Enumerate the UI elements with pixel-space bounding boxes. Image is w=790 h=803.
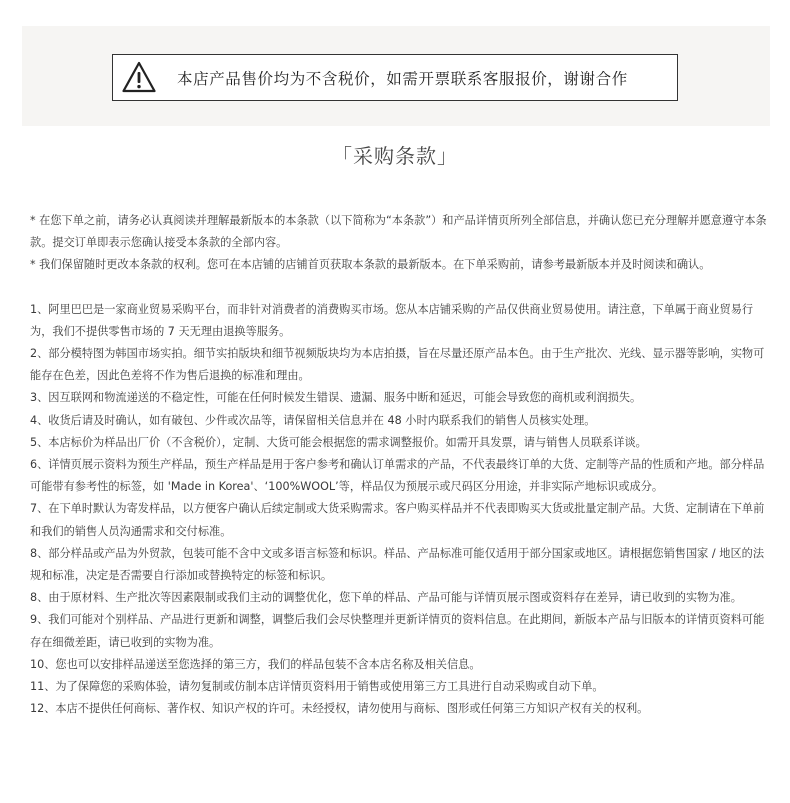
paragraph-gap bbox=[30, 277, 770, 299]
preface-paragraph: * 在您下单之前，请务必认真阅读并理解最新版本的本条款（以下简称为“本条款”）和产品详情页所列全部信息，并确认您已充分理解并愿意遵守本条款。提交订单即表示您确认接受本条款的全部内容。 bbox=[30, 214, 767, 250]
warning-icon bbox=[121, 60, 157, 96]
term-item: 9、我们可能对个别样品、产品进行更新和调整，调整后我们会尽快整理并更新详情页的资料信息。在此期间，新版本产品与旧版本的详情页资料可能存在细微差距，请已收到的实物为准。 bbox=[30, 613, 765, 649]
term-item: 8、部分样品或产品为外贸款，包装可能不含中文或多语言标签和标识。样品、产品标准可能仅适用于部分国家或地区。请根据您销售国家 / 地区的法规和标准，决定是否需要自行添加或替换特定的标签和标识。 bbox=[30, 546, 765, 583]
preface-paragraph: * 我们保留随时更改本条款的权利。您可在本店铺的店铺首页获取本条款的最新版本。在下单采购前，请参考最新版本并及时阅读和确认。 bbox=[30, 258, 711, 272]
term-item: 10、您也可以安排样品递送至您选择的第三方，我们的样品包装不含本店名称及相关信息。 bbox=[30, 657, 481, 671]
term-item: 3、因互联网和物流递送的不稳定性，可能在任何时候发生错误、遗漏、服务中断和延迟，可能会导致您的商机或利润损失。 bbox=[30, 391, 642, 405]
term-item: 2、部分模特图为韩国市场实拍。细节实拍版块和细节视频版块均为本店拍摄，旨在尽量还原产品本色。由于生产批次、光线、显示器等影响，实物可能存在色差，因此色差将不作为售后退换的标准和理由。 bbox=[30, 347, 765, 383]
term-item: 12、本店不提供任何商标、著作权、知识产权的许可。未经授权，请勿使用与商标、图形或任何第三方知识产权有关的权利。 bbox=[30, 702, 649, 716]
term-item: 11、为了保障您的采购体验，请勿复制或仿制本店详情页资料用于销售或使用第三方工具进行自动采购或自动下单。 bbox=[30, 680, 604, 694]
terms-content bbox=[30, 210, 770, 720]
section-title: 「采购条款」 bbox=[332, 144, 458, 168]
term-item: 1、阿里巴巴是一家商业贸易采购平台，而非针对消费者的消费购买市场。您从本店铺采购的产品仅供商业贸易使用。请注意，下单属于商业贸易行为，我们不提供零售市场的 7 天无理由退换等服务。 bbox=[30, 302, 754, 338]
tax-notice-box bbox=[112, 54, 678, 101]
term-item: 4、收货后请及时确认，如有破包、少件或次品等，请保留相关信息并在 48 小时内联系我们的销售人员核实处理。 bbox=[30, 413, 596, 427]
term-item: 6、详情页展示资料为预生产样品，预生产样品是用于客户参考和确认订单需求的产品，不代表最终订单的大货、定制等产品的性质和产地。部分样品可能带有参考性的标签，如 'Made in Korea'、‘100%WOOL’等，样品仅为预展示或尺码区分用途，并非实际产地标识或成分。 bbox=[30, 458, 765, 494]
term-item: 5、本店标价为样品出厂价（不含税价），定制、大货可能会根据您的需求调整报价。如需开具发票，请与销售人员联系详谈。 bbox=[30, 435, 647, 449]
term-item: 7、在下单时默认为寄发样品，以方便客户确认后续定制或大货采购需求。客户购买样品并不代表即购买大货或批量定制产品。大货、定制请在下单前和我们的销售人员沟通需求和交付标准。 bbox=[30, 502, 765, 538]
tax-notice-text: 本店产品售价均为不含税价，如需开票联系客服报价，谢谢合作 bbox=[177, 69, 628, 88]
term-item: 8、由于原材料、生产批次等因素限制或我们主动的调整优化，您下单的样品、产品可能与详情页展示图或资料存在差异，请已收到的实物为准。 bbox=[30, 591, 742, 605]
